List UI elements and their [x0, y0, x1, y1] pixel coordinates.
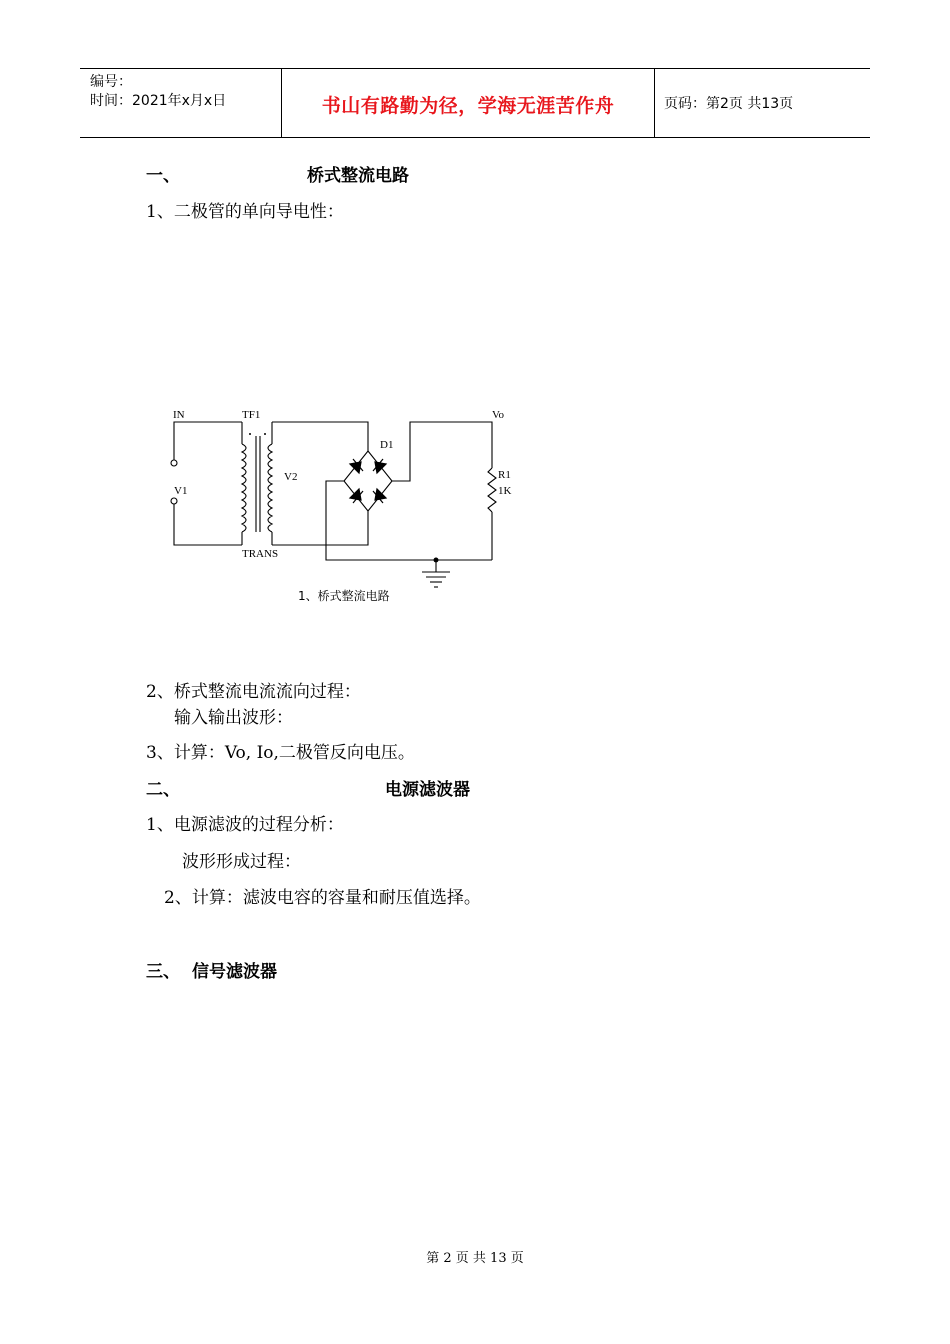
section-3-number: 三、	[146, 962, 180, 982]
section-1-item-3: 3、计算：Vo, Io,二极管反向电压。	[146, 743, 415, 763]
section-2-item-1: 1、电源滤波的过程分析：	[146, 815, 344, 835]
header-motto: 书山有路勤为径，学海无涯苦作舟	[321, 95, 615, 117]
label-vo: Vo	[492, 409, 505, 421]
section-1-item-2: 2、桥式整流电流流向过程：	[146, 682, 361, 702]
label-r1-value: 1K	[498, 485, 512, 497]
section-2-title: 电源滤波器	[385, 780, 470, 800]
header-divider	[654, 69, 655, 137]
figure-caption: 1、桥式整流电路	[298, 589, 390, 603]
header-page-info: 页码：第2页 共13页	[664, 96, 794, 112]
label-tf1: TF1	[242, 409, 261, 421]
section-3-title: 信号滤波器	[192, 962, 277, 982]
label-trans: TRANS	[242, 548, 279, 560]
label-d1: D1	[380, 439, 394, 451]
document-number-label: 编号：	[90, 74, 132, 90]
document-time-label: 时间：2021年x月x日	[90, 93, 227, 109]
label-in: IN	[173, 409, 185, 421]
header-meta	[90, 73, 226, 111]
page-header	[80, 68, 870, 138]
section-2-number: 二、	[146, 780, 180, 800]
section-2-item-1-sub: 波形形成过程：	[182, 852, 301, 872]
page-footer: 第 2 页 共 13 页	[426, 1251, 524, 1266]
bridge-rectifier-diagram	[160, 400, 540, 610]
section-1-number: 一、	[146, 166, 180, 186]
label-r1: R1	[498, 469, 511, 481]
label-v1: V1	[174, 485, 188, 497]
section-1-item-2-sub: 输入输出波形：	[174, 708, 293, 728]
section-1-item-1: 1、二极管的单向导电性：	[146, 202, 344, 222]
section-2-item-2: 2、计算：滤波电容的容量和耐压值选择。	[164, 888, 481, 908]
label-v2: V2	[284, 471, 298, 483]
section-1-title: 桥式整流电路	[307, 166, 409, 186]
